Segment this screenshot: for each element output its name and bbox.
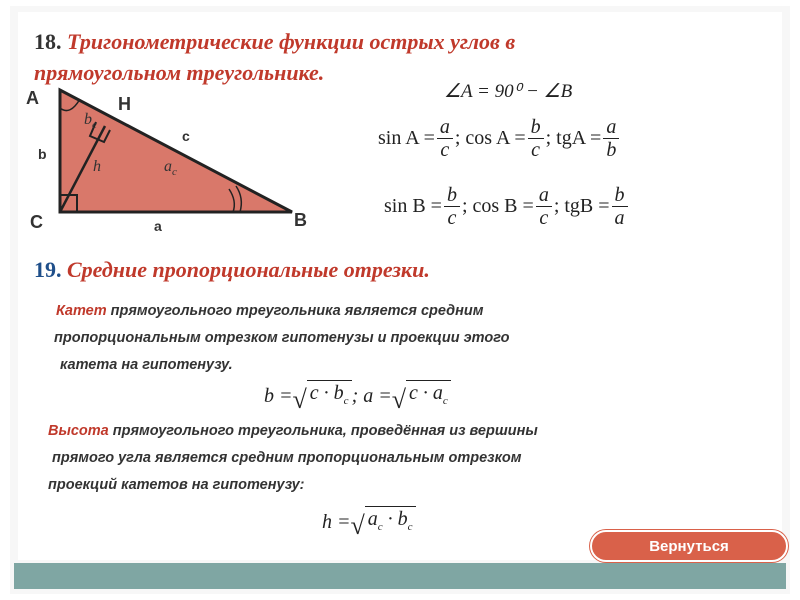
segment-bc-label: $b_c$	[84, 111, 97, 132]
height-label: h	[93, 158, 101, 175]
vertex-b-label: B	[294, 210, 307, 230]
return-button[interactable]: Вернуться	[590, 530, 788, 562]
section-19-number: 19.	[34, 257, 62, 282]
height-mean-formula: h = √ $a_c \cdot b_c$	[322, 506, 416, 539]
vertex-a-label: A	[26, 88, 39, 108]
leg-paragraph-line-1: Катет прямоугольного треугольника является средним	[56, 303, 484, 319]
trig-a-formula: sin A = $\frac{a}{c}$ ; cos A = $\frac{b}{c}$ ; tgA = $\frac{a}{b}$	[378, 116, 621, 161]
vertex-c-label: C	[30, 212, 43, 232]
sqrt-b: √ $c \cdot b_c$	[293, 380, 352, 413]
side-a-label: a	[154, 218, 162, 234]
angle-relation-formula: ∠A = 90⁰ − ∠B	[444, 81, 573, 102]
sin-b-fraction: $\frac{b}{c}$	[444, 184, 460, 229]
height-highlight: Высота	[48, 423, 109, 439]
side-c-label: c	[182, 128, 190, 144]
leg-paragraph-line-3: катета на гипотенузу.	[60, 357, 233, 373]
sqrt-a: √ $c \cdot a_c$	[392, 380, 451, 413]
cos-b-fraction: $\frac{a}{c}$	[536, 184, 552, 229]
trig-b-formula: sin B = $\frac{b}{c}$ ; cos B = $\frac{a}{c}$ ; tgB = $\frac{b}{a}$	[384, 184, 630, 229]
vertex-h-label: H	[118, 94, 131, 114]
legs-mean-formula: b = √ $c \cdot b_c$ ; a = √ $c \cdot a_c$	[264, 380, 451, 413]
section-19-title	[34, 254, 594, 285]
section-18-number: 18.	[34, 29, 62, 54]
tg-b-fraction: $\frac{b}{a}$	[612, 184, 628, 229]
height-paragraph-line-3: проекций катетов на гипотенузу:	[48, 477, 305, 493]
segment-ac-label: $a_c$	[164, 158, 177, 179]
sin-a-fraction: $\frac{a}{c}$	[437, 116, 453, 161]
cos-a-fraction: $\frac{b}{c}$	[528, 116, 544, 161]
height-paragraph-line-2: прямого угла является средним пропорциональным отрезком	[52, 450, 522, 466]
leg-highlight: Катет	[56, 303, 107, 319]
leg-paragraph-line-2: пропорциональным отрезком гипотенузы и проекции этого	[54, 330, 510, 346]
sqrt-h: √ $a_c \cdot b_c$	[351, 506, 416, 539]
tg-a-fraction: $\frac{a}{b}$	[603, 116, 619, 161]
height-paragraph-line-1: Высота прямоугольного треугольника, проведённая из вершины	[48, 423, 538, 439]
section-19-text: Средние пропорциональные отрезки.	[67, 257, 430, 282]
side-b-label: b	[38, 146, 47, 162]
triangle-shape	[60, 90, 292, 212]
section-18-text: Тригонометрические функции острых углов в прямоугольном треугольнике.	[34, 29, 516, 85]
